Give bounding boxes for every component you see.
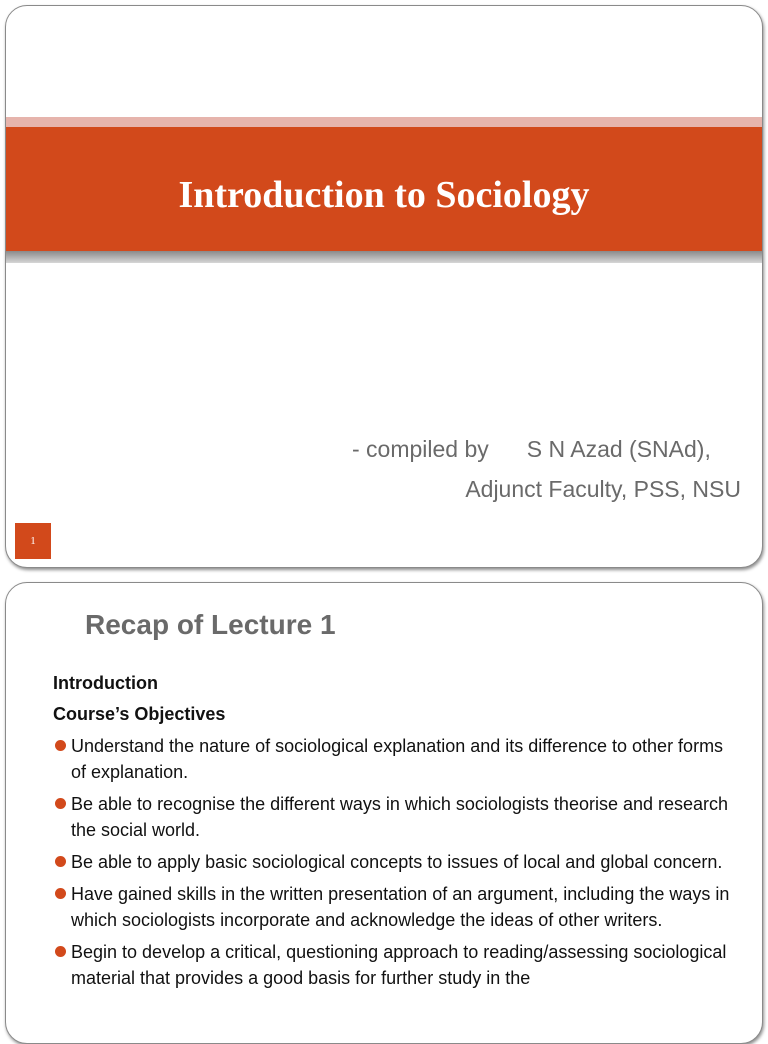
- bullet-icon: [55, 856, 66, 867]
- objective-text: Be able to recognise the different ways in which sociologists theorise and research the social world.: [71, 794, 729, 840]
- objective-text: Understand the nature of sociological explanation and its difference to other forms of explanation.: [71, 736, 724, 782]
- slide-title: Recap of Lecture 1: [85, 609, 336, 640]
- slide-content: [53, 671, 733, 997]
- author-affiliation: Adjunct Faculty, PSS, NSU: [465, 476, 741, 502]
- title-band-shadow: [6, 251, 762, 263]
- title-band-highlight: [6, 117, 762, 127]
- objectives-list: [53, 733, 733, 991]
- presentation-title: Introduction to Sociology: [178, 174, 590, 216]
- compiled-by-label: - compiled by: [352, 436, 489, 462]
- author-name: S N Azad (SNAd),: [526, 436, 711, 462]
- slide-number-badge: 1: [15, 523, 51, 559]
- bullet-icon: [55, 740, 66, 751]
- list-item: [53, 881, 733, 933]
- bullet-icon: [55, 798, 66, 809]
- section-heading-introduction: Introduction: [53, 673, 158, 693]
- title-slide: [5, 5, 763, 568]
- list-item: [53, 849, 733, 875]
- recap-slide: [5, 582, 763, 1044]
- list-item: [53, 791, 733, 843]
- objective-text: Begin to develop a critical, questioning approach to reading/assessing sociological material that provides a good basis for further study in the: [71, 942, 727, 988]
- compiled-by-line: [352, 436, 711, 463]
- list-item: [53, 733, 733, 785]
- objective-text: Be able to apply basic sociological concepts to issues of local and global concern.: [71, 852, 723, 872]
- list-item: [53, 939, 733, 991]
- bullet-icon: [55, 888, 66, 899]
- section-heading-objectives: Course’s Objectives: [53, 704, 226, 724]
- bullet-icon: [55, 946, 66, 957]
- objective-text: Have gained skills in the written presentation of an argument, including the ways in which sociologists incorporate and acknowledge the ideas of other writers.: [71, 884, 730, 930]
